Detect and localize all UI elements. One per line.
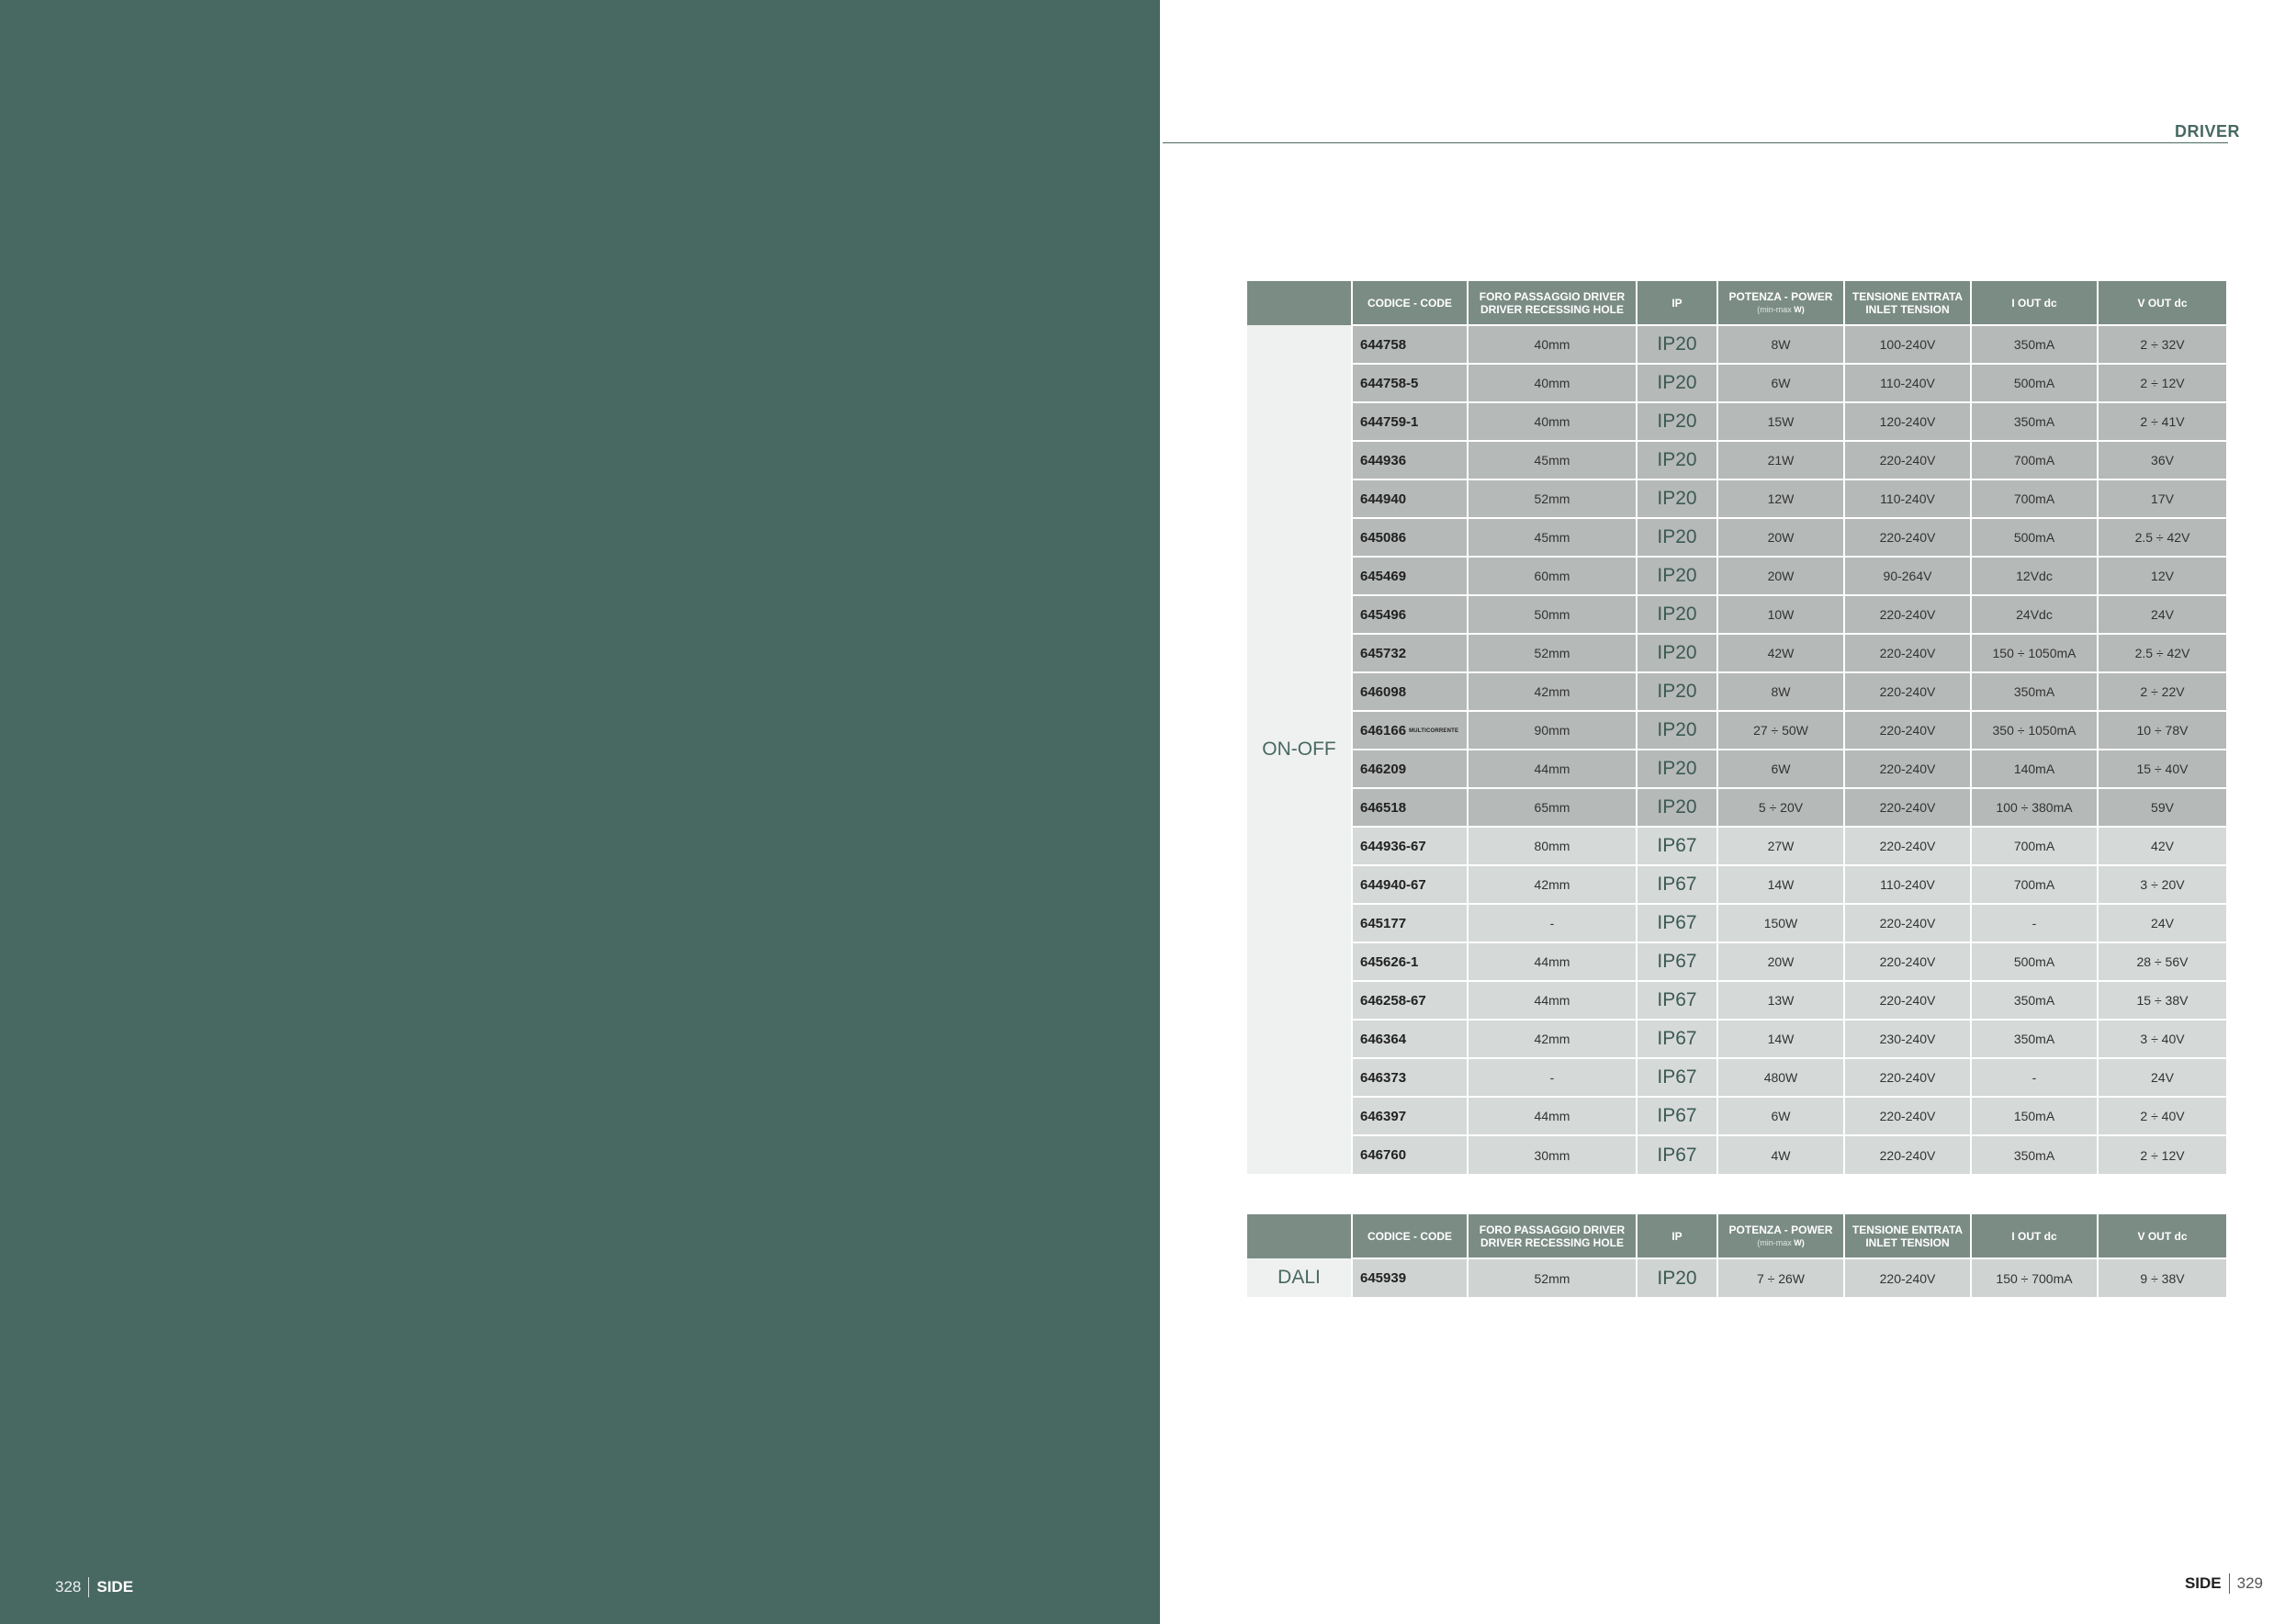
header-power [1717,281,1844,325]
table-row [1247,942,2226,981]
cell-code [1352,1020,1468,1058]
header-tension [1844,1214,1971,1258]
cell-ip: IP67 [1637,865,1717,904]
cell-power: 20W [1717,518,1844,557]
cell-vout: 2.5 ÷ 42V [2098,518,2226,557]
table-row [1247,479,2226,518]
cell-ip: IP20 [1637,750,1717,788]
cell-tension: 220-240V [1844,595,1971,634]
cell-code [1352,595,1468,634]
cell-vout: 42V [2098,827,2226,865]
cell-iout: 350mA [1971,1020,2098,1058]
header-ip: IP [1637,1214,1717,1258]
table-row [1247,595,2226,634]
cell-vout: 24V [2098,595,2226,634]
cell-ip: IP20 [1637,479,1717,518]
cell-iout: 350mA [1971,981,2098,1020]
cell-power: 27W [1717,827,1844,865]
cell-tension: 220-240V [1844,672,1971,711]
table-row [1247,788,2226,827]
cell-vout: 12V [2098,557,2226,595]
cell-vout: 2 ÷ 40V [2098,1097,2226,1135]
cell-vout: 2 ÷ 41V [2098,402,2226,441]
cell-foro: - [1468,1058,1637,1097]
cell-foro: 52mm [1468,1258,1637,1297]
table-row [1247,364,2226,402]
cell-power: 27 ÷ 50W [1717,711,1844,750]
header-power-sub: (min-max W) [1757,1237,1805,1247]
cell-code [1352,1258,1468,1297]
cell-power: 5 ÷ 20V [1717,788,1844,827]
cell-tension: 220-240V [1844,518,1971,557]
footer-right [2185,1573,2263,1594]
header-vout: V OUT dc [2098,1214,2226,1258]
cell-iout: 350mA [1971,325,2098,364]
header-foro-line2: DRIVER RECESSING HOLE [1480,302,1625,316]
cell-ip: IP67 [1637,904,1717,942]
cell-code [1352,557,1468,595]
cell-ip: IP20 [1637,364,1717,402]
cell-code [1352,634,1468,672]
cell-ip: IP20 [1637,557,1717,595]
cell-power: 13W [1717,981,1844,1020]
cell-code [1352,1058,1468,1097]
cell-power: 14W [1717,865,1844,904]
code-text: 644758-5 [1360,375,1419,391]
cell-tension: 220-240V [1844,1058,1971,1097]
cell-foro: 30mm [1468,1135,1637,1174]
code-text: 646209 [1360,761,1407,777]
table-row [1247,981,2226,1020]
on-off-driver-table [1247,281,2226,1174]
header-group [1247,1214,1352,1258]
header-tension-line2: INLET TENSION [1865,1235,1950,1249]
cell-code [1352,827,1468,865]
header-group [1247,281,1352,325]
cell-foro: 52mm [1468,634,1637,672]
cell-ip: IP20 [1637,441,1717,479]
cell-iout: 700mA [1971,479,2098,518]
table-row [1247,402,2226,441]
cell-iout: 350mA [1971,672,2098,711]
code-text: 644940-67 [1360,876,1426,893]
cell-code [1352,1097,1468,1135]
code-text: 644936-67 [1360,838,1426,854]
cell-ip: IP67 [1637,1058,1717,1097]
cell-code [1352,402,1468,441]
code-text: 646098 [1360,683,1407,700]
cell-foro: 44mm [1468,981,1637,1020]
header-tension-line1: TENSIONE ENTRATA [1851,1223,1964,1236]
code-text: 646518 [1360,799,1407,816]
table-header-row [1247,1214,2226,1258]
cell-power: 42W [1717,634,1844,672]
cell-tension: 90-264V [1844,557,1971,595]
cell-iout: 700mA [1971,865,2098,904]
table-row [1247,672,2226,711]
cell-code [1352,441,1468,479]
cell-foro: 52mm [1468,479,1637,518]
cell-vout: 3 ÷ 20V [2098,865,2226,904]
cell-power: 12W [1717,479,1844,518]
table-row [1247,1135,2226,1174]
code-text: 645177 [1360,915,1407,931]
cell-vout: 2 ÷ 32V [2098,325,2226,364]
cell-iout: 700mA [1971,441,2098,479]
header-ip: IP [1637,281,1717,325]
footer-left [55,1577,133,1597]
page-number-left: 328 [55,1578,82,1596]
code-text: 645469 [1360,568,1407,584]
cell-tension: 110-240V [1844,364,1971,402]
header-tension-line2: INLET TENSION [1865,302,1950,316]
cell-power: 6W [1717,1097,1844,1135]
code-text: 645496 [1360,606,1407,623]
cell-iout: 150mA [1971,1097,2098,1135]
table-row [1247,518,2226,557]
cell-vout: 2 ÷ 22V [2098,672,2226,711]
code-text: 644759-1 [1360,413,1419,430]
cell-iout: - [1971,904,2098,942]
table-row [1247,634,2226,672]
cell-ip: IP67 [1637,942,1717,981]
cell-power: 14W [1717,1020,1844,1058]
cell-ip: IP20 [1637,788,1717,827]
code-text: 644758 [1360,336,1407,353]
cell-ip: IP20 [1637,672,1717,711]
cell-tension: 110-240V [1844,865,1971,904]
cell-foro: 42mm [1468,1020,1637,1058]
cell-power: 480W [1717,1058,1844,1097]
cell-iout: 350mA [1971,402,2098,441]
cell-code [1352,904,1468,942]
cell-foro: 65mm [1468,788,1637,827]
cell-power: 150W [1717,904,1844,942]
cell-foro: 45mm [1468,441,1637,479]
cell-foro: 40mm [1468,325,1637,364]
page-number-right: 329 [2236,1574,2263,1592]
cell-tension: 220-240V [1844,942,1971,981]
code-text: 645732 [1360,645,1407,661]
cell-code [1352,518,1468,557]
cell-tension: 220-240V [1844,1097,1971,1135]
brand-name-right: SIDE [2184,1574,2222,1592]
table-row [1247,904,2226,942]
cell-iout: - [1971,1058,2098,1097]
header-iout: I OUT dc [1971,281,2098,325]
cell-tension: 220-240V [1844,1258,1971,1297]
cell-code [1352,750,1468,788]
cell-iout: 350 ÷ 1050mA [1971,711,2098,750]
cell-ip: IP67 [1637,981,1717,1020]
code-text: 646258-67 [1360,992,1426,1009]
cell-code [1352,865,1468,904]
code-note: MULTICORRENTE [1409,727,1459,734]
cell-code [1352,788,1468,827]
header-foro-line2: DRIVER RECESSING HOLE [1480,1235,1625,1249]
table-row [1247,325,2226,364]
cell-iout: 100 ÷ 380mA [1971,788,2098,827]
header-foro-line1: FORO PASSAGGIO DRIVER [1479,1223,1626,1236]
header-power-line1: POTENZA - POWER [1728,1223,1833,1236]
cell-foro: 40mm [1468,364,1637,402]
cell-foro: 44mm [1468,1097,1637,1135]
cell-ip: IP20 [1637,1258,1717,1297]
cell-vout: 24V [2098,904,2226,942]
cell-foro: - [1468,904,1637,942]
cell-vout: 24V [2098,1058,2226,1097]
cell-power: 15W [1717,402,1844,441]
cell-foro: 90mm [1468,711,1637,750]
table-header-row [1247,281,2226,325]
cell-code [1352,1135,1468,1174]
header-power-sub: (min-max W) [1757,304,1805,314]
header-foro-line1: FORO PASSAGGIO DRIVER [1479,289,1626,303]
code-text: 646364 [1360,1031,1407,1047]
cell-tension: 100-240V [1844,325,1971,364]
header-code: CODICE - CODE [1352,281,1468,325]
code-text: 646760 [1360,1147,1407,1163]
cell-power: 8W [1717,325,1844,364]
cell-vout: 2 ÷ 12V [2098,364,2226,402]
cell-code [1352,942,1468,981]
cell-foro: 44mm [1468,750,1637,788]
cell-foro: 44mm [1468,942,1637,981]
cell-iout: 500mA [1971,364,2098,402]
cell-power: 6W [1717,750,1844,788]
cell-power: 7 ÷ 26W [1717,1258,1844,1297]
code-text: 645626-1 [1360,953,1419,970]
cell-vout: 17V [2098,479,2226,518]
cell-tension: 220-240V [1844,981,1971,1020]
cell-iout: 150 ÷ 1050mA [1971,634,2098,672]
code-text: 646397 [1360,1108,1407,1124]
brand-name-left: SIDE [96,1578,134,1596]
table-row [1247,827,2226,865]
header-foro [1468,281,1637,325]
table-row [1247,1258,2226,1297]
cell-tension: 220-240V [1844,827,1971,865]
cell-power: 10W [1717,595,1844,634]
table-row [1247,1097,2226,1135]
cell-ip: IP20 [1637,634,1717,672]
cell-power: 20W [1717,557,1844,595]
cell-tension: 220-240V [1844,750,1971,788]
cell-foro: 60mm [1468,557,1637,595]
cell-ip: IP20 [1637,518,1717,557]
header-iout: I OUT dc [1971,1214,2098,1258]
cell-code [1352,981,1468,1020]
section-divider [1163,142,2228,143]
group-label: ON-OFF [1247,325,1352,1174]
code-text: 645086 [1360,529,1407,546]
section-title: DRIVER [2174,122,2240,141]
cell-foro: 42mm [1468,672,1637,711]
cell-iout: 700mA [1971,827,2098,865]
header-vout: V OUT dc [2098,281,2226,325]
table-row [1247,1058,2226,1097]
cell-ip: IP67 [1637,1020,1717,1058]
cell-vout: 2 ÷ 12V [2098,1135,2226,1174]
code-text: 644936 [1360,452,1407,468]
cell-foro: 40mm [1468,402,1637,441]
cell-iout: 12Vdc [1971,557,2098,595]
header-tension-line1: TENSIONE ENTRATA [1851,289,1964,303]
cell-foro: 80mm [1468,827,1637,865]
cell-code [1352,479,1468,518]
cell-vout: 59V [2098,788,2226,827]
table-row [1247,865,2226,904]
header-code: CODICE - CODE [1352,1214,1468,1258]
cell-tension: 220-240V [1844,1135,1971,1174]
cell-vout: 36V [2098,441,2226,479]
cell-vout: 9 ÷ 38V [2098,1258,2226,1297]
footer-separator [2229,1573,2230,1594]
table-row [1247,711,2226,750]
group-label: DALI [1247,1258,1352,1297]
cell-tension: 220-240V [1844,441,1971,479]
cell-iout: 500mA [1971,942,2098,981]
cell-ip: IP20 [1637,711,1717,750]
header-power [1717,1214,1844,1258]
cell-iout: 150 ÷ 700mA [1971,1258,2098,1297]
cell-power: 8W [1717,672,1844,711]
footer-separator [88,1577,89,1597]
cell-tension: 220-240V [1844,904,1971,942]
cell-code [1352,711,1468,750]
cell-iout: 140mA [1971,750,2098,788]
cell-power: 20W [1717,942,1844,981]
cell-tension: 220-240V [1844,711,1971,750]
cell-vout: 15 ÷ 38V [2098,981,2226,1020]
code-text: 645939 [1360,1270,1407,1286]
table-row [1247,441,2226,479]
cell-iout: 350mA [1971,1135,2098,1174]
cell-vout: 10 ÷ 78V [2098,711,2226,750]
cell-tension: 220-240V [1844,788,1971,827]
cell-vout: 15 ÷ 40V [2098,750,2226,788]
cell-power: 4W [1717,1135,1844,1174]
cell-foro: 42mm [1468,865,1637,904]
cell-iout: 24Vdc [1971,595,2098,634]
cell-ip: IP20 [1637,402,1717,441]
cell-vout: 3 ÷ 40V [2098,1020,2226,1058]
cell-ip: IP67 [1637,1097,1717,1135]
cell-foro: 50mm [1468,595,1637,634]
cell-tension: 120-240V [1844,402,1971,441]
table-row [1247,750,2226,788]
dali-driver-table [1247,1214,2226,1297]
code-text: 646166 [1360,722,1407,739]
cell-tension: 110-240V [1844,479,1971,518]
cell-code [1352,364,1468,402]
cell-tension: 220-240V [1844,634,1971,672]
cell-ip: IP67 [1637,827,1717,865]
cell-tension: 230-240V [1844,1020,1971,1058]
cell-power: 6W [1717,364,1844,402]
cell-power: 21W [1717,441,1844,479]
cell-ip: IP67 [1637,1135,1717,1174]
cell-ip: IP20 [1637,325,1717,364]
cell-foro: 45mm [1468,518,1637,557]
code-text: 644940 [1360,491,1407,507]
table-row [1247,557,2226,595]
table-row [1247,1020,2226,1058]
cell-vout: 2.5 ÷ 42V [2098,634,2226,672]
header-tension [1844,281,1971,325]
header-power-line1: POTENZA - POWER [1728,289,1833,303]
cell-code [1352,672,1468,711]
cell-ip: IP20 [1637,595,1717,634]
cell-vout: 28 ÷ 56V [2098,942,2226,981]
header-foro [1468,1214,1637,1258]
cell-iout: 500mA [1971,518,2098,557]
code-text: 646373 [1360,1069,1407,1086]
cell-code [1352,325,1468,364]
